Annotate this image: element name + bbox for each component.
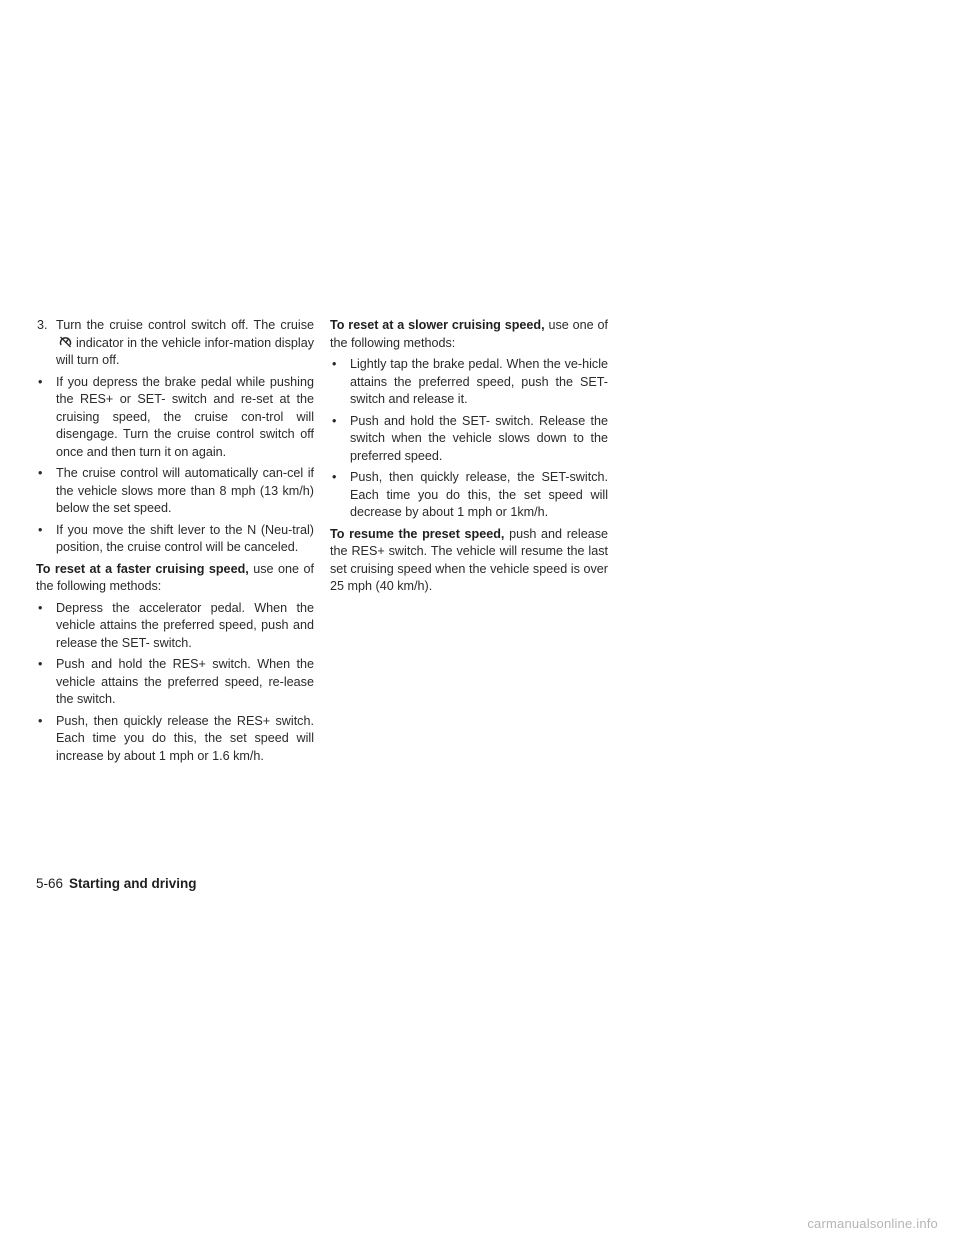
- bullet-marker: •: [38, 713, 43, 728]
- step-3-text-before: Turn the cruise control switch off. The cruise: [56, 318, 314, 332]
- list-item-text: Depress the accelerator pedal. When the vehicle attains the preferred speed, push and release the SET- switch.: [56, 600, 314, 650]
- slower-speed-heading-bold: To reset at a slower cruising speed,: [330, 318, 545, 332]
- cruise-indicator-icon: [59, 336, 72, 348]
- bullet-marker: •: [38, 522, 43, 537]
- faster-speed-heading-bold: To reset at a faster cruising speed,: [36, 561, 249, 576]
- bullet-marker: •: [38, 657, 43, 671]
- list-item: [36, 465, 314, 518]
- bullet-marker: •: [332, 357, 337, 371]
- step-3-text-after: indicator in the vehicle infor-mation display will turn off.: [56, 335, 314, 367]
- page-footer: [36, 876, 197, 891]
- faster-speed-heading: [36, 561, 314, 596]
- bullet-marker: •: [332, 413, 337, 428]
- list-item-text: Push and hold the RES+ switch. When the vehicle attains the preferred speed, re-lease the switch.: [56, 657, 314, 706]
- bullet-marker: •: [38, 600, 43, 615]
- bullet-marker: •: [38, 374, 43, 389]
- list-item-text: If you move the shift lever to the N (Neu-tral) position, the cruise control will be canceled.: [56, 522, 314, 554]
- list-item: [36, 374, 314, 462]
- page-number: 5-66: [36, 876, 64, 891]
- step-3: [36, 317, 314, 370]
- list-item-text: The cruise control will automatically can-cel if the vehicle slows more than 8 mph (13 km/h) below the set speed.: [56, 466, 314, 515]
- resume-speed-bold: To resume the preset speed,: [330, 526, 505, 541]
- list-item-text: Push, then quickly release, the SET-switch. Each time you do this, the set speed will decrease by about 1 mph or 1km/h.: [350, 470, 608, 519]
- bullet-marker: •: [38, 466, 43, 480]
- list-item: [330, 469, 608, 522]
- list-item: [330, 413, 608, 466]
- resume-speed-paragraph: [330, 526, 608, 596]
- list-item-text: Lightly tap the brake pedal. When the ve-hicle attains the preferred speed, push the SET- switch and release it.: [350, 357, 608, 406]
- list-item: [36, 522, 314, 557]
- slower-speed-heading: [330, 317, 608, 352]
- step-number: 3.: [37, 318, 48, 332]
- list-item-text: Push and hold the SET- switch. Release the switch when the vehicle slows down to the preferred speed.: [350, 413, 608, 463]
- slower-speed-heading-rest: use one of the following methods:: [330, 318, 608, 350]
- list-item: [330, 356, 608, 409]
- left-column: [36, 317, 314, 769]
- list-item-text: Push, then quickly release the RES+ switch. Each time you do this, the set speed will increase by about 1 mph or 1.6 km/h.: [56, 713, 314, 763]
- list-item-text: If you depress the brake pedal while pushing the RES+ or SET- switch and re-set at the cruising speed, the cruise con-trol will disengage. Turn the cruise control switch off once and then turn it on again.: [56, 374, 314, 459]
- watermark: carmanualsonline.info: [807, 1216, 938, 1231]
- faster-speed-heading-rest: use one of the following methods:: [36, 561, 315, 593]
- bullet-marker: •: [332, 470, 337, 484]
- list-item: [36, 713, 314, 766]
- resume-speed-rest: push and release the RES+ switch. The vehicle will resume the last set cruising speed when the vehicle speed is over 25 mph (40 km/h).: [330, 526, 609, 593]
- section-title: Starting and driving: [69, 876, 197, 891]
- list-item: [36, 600, 314, 653]
- list-item: [36, 656, 314, 709]
- right-column: [330, 317, 608, 600]
